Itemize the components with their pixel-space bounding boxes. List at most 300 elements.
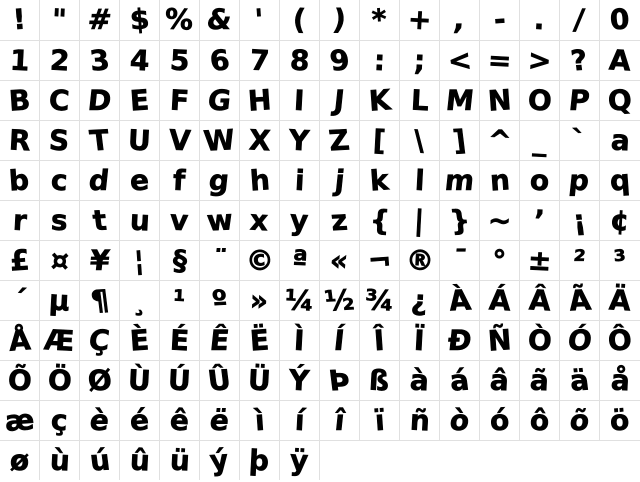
glyph-cell <box>600 321 640 360</box>
glyph-cell <box>80 241 120 280</box>
glyph: ! <box>11 2 27 37</box>
glyph-cell <box>40 441 80 480</box>
glyph: ¢ <box>609 203 631 238</box>
glyph-cell <box>160 161 200 200</box>
glyph: w <box>204 203 235 238</box>
glyph-cell <box>400 41 440 80</box>
glyph: ² <box>571 244 588 277</box>
glyph-cell <box>440 201 480 240</box>
glyph: e <box>128 163 151 198</box>
glyph-cell <box>0 121 40 160</box>
glyph-cell <box>560 161 600 200</box>
glyph-cell <box>200 81 240 120</box>
glyph-cell <box>320 81 360 120</box>
glyph-cell <box>280 401 320 440</box>
glyph-cell <box>560 0 600 40</box>
glyph-cell <box>400 241 440 280</box>
glyph: $ <box>128 2 151 37</box>
glyph-cell <box>480 41 520 80</box>
glyph: ¬ <box>366 243 393 278</box>
glyph-cell <box>0 361 40 400</box>
glyph: 9 <box>327 43 352 78</box>
glyph: ã <box>529 363 550 398</box>
glyph: ¿ <box>410 283 429 318</box>
glyph-cell <box>120 241 160 280</box>
glyph: ¾ <box>364 283 395 318</box>
glyph-cell <box>440 361 480 400</box>
glyph: ° <box>491 243 508 278</box>
glyph-cell <box>400 0 440 40</box>
glyph-cell <box>120 441 160 480</box>
glyph-cell <box>560 81 600 120</box>
glyph: Ö <box>46 363 73 398</box>
glyph: ï <box>373 403 386 438</box>
glyph: \ <box>413 123 426 158</box>
glyph-cell <box>200 401 240 440</box>
glyph: L <box>409 83 430 118</box>
glyph-cell <box>480 401 520 440</box>
glyph: ç <box>50 403 69 438</box>
glyph: A <box>608 43 632 78</box>
glyph-cell <box>360 81 400 120</box>
charmap-row <box>0 320 640 360</box>
glyph-cell <box>280 41 320 80</box>
glyph: T <box>87 123 111 158</box>
glyph: / <box>572 3 587 36</box>
glyph: D <box>86 84 113 117</box>
glyph-cell <box>280 0 320 40</box>
glyph: a <box>609 123 631 158</box>
glyph-cell <box>520 241 560 280</box>
glyph: J <box>332 84 347 117</box>
glyph: Ã <box>566 283 593 318</box>
glyph: Í <box>332 324 347 357</box>
glyph: 7 <box>248 43 271 78</box>
glyph: È <box>128 323 151 358</box>
glyph-cell <box>240 0 280 40</box>
glyph: Ù <box>127 363 152 398</box>
glyph-cell <box>80 161 120 200</box>
glyph: + <box>406 2 433 37</box>
glyph-cell <box>160 321 200 360</box>
glyph-cell <box>160 281 200 320</box>
glyph: Û <box>206 363 233 398</box>
glyph-cell <box>120 201 160 240</box>
glyph: Ê <box>208 324 231 357</box>
glyph: - <box>492 2 507 37</box>
glyph: l <box>413 163 426 198</box>
glyph: 2 <box>48 43 71 78</box>
glyph-cell <box>320 321 360 360</box>
glyph: ; <box>413 43 426 78</box>
glyph: ¸ <box>131 283 148 318</box>
glyph: p <box>567 164 592 197</box>
glyph-cell <box>200 241 240 280</box>
glyph: ß <box>368 363 391 398</box>
glyph-cell <box>40 401 80 440</box>
glyph: â <box>489 363 510 398</box>
glyph-cell <box>440 0 480 40</box>
glyph: y <box>289 203 310 238</box>
glyph: Æ <box>43 323 76 358</box>
glyph: . <box>533 2 546 37</box>
glyph: c <box>50 163 69 198</box>
glyph-cell <box>40 81 80 120</box>
glyph-cell <box>160 121 200 160</box>
glyph-cell <box>280 121 320 160</box>
glyph-cell <box>520 321 560 360</box>
glyph-cell <box>280 161 320 200</box>
glyph: ä <box>567 363 591 398</box>
glyph-cell <box>240 241 280 280</box>
glyph-cell <box>200 161 240 200</box>
glyph-cell <box>240 321 280 360</box>
glyph: F <box>169 83 190 118</box>
glyph-cell <box>600 161 640 200</box>
glyph: B <box>7 83 32 118</box>
glyph-cell <box>240 41 280 80</box>
glyph: v <box>169 203 190 238</box>
glyph-cell <box>0 41 40 80</box>
glyph: 1 <box>8 43 31 78</box>
glyph: Ï <box>413 323 426 358</box>
glyph: O <box>526 83 553 118</box>
glyph-cell <box>480 0 520 40</box>
glyph-cell <box>360 121 400 160</box>
glyph: | <box>413 203 426 238</box>
glyph-cell <box>0 201 40 240</box>
glyph: ¤ <box>49 243 70 278</box>
glyph-cell <box>360 41 400 80</box>
glyph-cell <box>160 401 200 440</box>
glyph: d <box>87 164 112 197</box>
glyph-cell <box>400 81 440 120</box>
glyph-cell <box>320 241 360 280</box>
charmap-row <box>0 120 640 160</box>
glyph-cell <box>480 241 520 280</box>
glyph: ¹ <box>172 283 187 318</box>
glyph: Á <box>487 283 512 318</box>
glyph-cell <box>120 321 160 360</box>
glyph-cell <box>120 401 160 440</box>
glyph: å <box>609 363 631 398</box>
glyph-cell <box>320 281 360 320</box>
glyph-cell <box>240 401 280 440</box>
glyph: & <box>205 3 234 36</box>
glyph-cell <box>0 0 40 40</box>
glyph: z <box>329 203 350 238</box>
glyph: , <box>452 3 467 36</box>
glyph-cell <box>400 401 440 440</box>
glyph-cell <box>600 41 640 80</box>
glyph: Õ <box>6 363 33 398</box>
glyph: ë <box>208 404 231 437</box>
glyph-cell <box>560 281 600 320</box>
glyph-cell <box>520 401 560 440</box>
glyph-cell <box>280 81 320 120</box>
glyph: 5 <box>168 43 191 78</box>
glyph: C <box>48 83 71 118</box>
glyph: < <box>445 43 474 78</box>
glyph-cell <box>360 361 400 400</box>
glyph: Þ <box>327 363 352 398</box>
glyph-cell <box>200 0 240 40</box>
glyph: P <box>567 84 592 117</box>
glyph-cell <box>40 241 80 280</box>
glyph: ( <box>292 2 307 37</box>
charmap-row <box>0 160 640 200</box>
glyph: Q <box>606 83 633 118</box>
glyph-cell <box>600 361 640 400</box>
glyph-cell <box>160 441 200 480</box>
glyph: ® <box>404 243 435 278</box>
charmap-row <box>0 240 640 280</box>
glyph: 4 <box>128 43 151 78</box>
glyph: i <box>293 163 306 198</box>
glyph-cell <box>280 241 320 280</box>
glyph-cell <box>120 121 160 160</box>
glyph: 0 <box>609 2 631 37</box>
glyph: Î <box>373 323 386 358</box>
glyph-cell <box>560 41 600 80</box>
glyph-cell <box>600 281 640 320</box>
glyph-cell <box>40 201 80 240</box>
glyph-cell <box>560 361 600 400</box>
glyph: s <box>50 203 69 238</box>
glyph-cell <box>360 0 400 40</box>
glyph-cell <box>200 201 240 240</box>
glyph: V <box>167 123 192 158</box>
glyph: o <box>529 163 551 198</box>
glyph: Ä <box>608 283 632 318</box>
glyph: [ <box>372 123 387 158</box>
glyph-cell <box>240 81 280 120</box>
glyph-cell <box>600 241 640 280</box>
glyph: º <box>209 283 230 318</box>
glyph-cell <box>360 281 400 320</box>
glyph: ø <box>9 443 31 478</box>
glyph: ± <box>526 243 553 278</box>
charmap-row <box>0 400 640 440</box>
glyph: Ñ <box>486 323 513 358</box>
glyph: m <box>443 164 476 197</box>
glyph: ~ <box>486 203 513 238</box>
glyph-cell <box>560 121 600 160</box>
glyph-cell <box>440 41 480 80</box>
glyph: ¶ <box>88 283 111 318</box>
glyph-cell <box>560 401 600 440</box>
glyph-cell <box>400 281 440 320</box>
glyph: t <box>90 203 109 238</box>
glyph-cell <box>120 161 160 200</box>
glyph-cell <box>480 321 520 360</box>
glyph-cell <box>560 321 600 360</box>
glyph-cell <box>600 201 640 240</box>
glyph-cell <box>360 321 400 360</box>
glyph-cell <box>320 0 360 40</box>
glyph: % <box>164 2 195 37</box>
glyph: Y <box>288 123 311 158</box>
glyph-cell <box>480 121 520 160</box>
glyph-cell <box>120 81 160 120</box>
glyph: ¨ <box>210 244 229 277</box>
glyph: ö <box>609 403 631 438</box>
glyph: ù <box>48 443 71 478</box>
glyph-cell <box>440 161 480 200</box>
glyph: x <box>249 203 270 238</box>
glyph: # <box>86 3 114 36</box>
glyph: ì <box>253 403 266 438</box>
glyph: Ð <box>446 324 474 357</box>
glyph-cell <box>280 441 320 480</box>
glyph: ´ <box>11 283 28 318</box>
glyph: ý <box>208 443 231 478</box>
glyph-cell <box>440 321 480 360</box>
glyph: ¦ <box>133 243 146 278</box>
glyph-cell <box>400 161 440 200</box>
glyph: ñ <box>408 403 431 438</box>
glyph-cell <box>0 321 40 360</box>
glyph-cell <box>200 361 240 400</box>
glyph: À <box>446 283 473 318</box>
glyph: ’ <box>533 203 546 238</box>
charmap-row <box>0 40 640 80</box>
glyph-cell <box>520 281 560 320</box>
glyph-cell <box>40 121 80 160</box>
glyph-cell <box>80 281 120 320</box>
glyph-cell <box>160 0 200 40</box>
glyph: W <box>201 123 237 158</box>
glyph: > <box>526 43 553 78</box>
glyph-cell <box>440 241 480 280</box>
glyph: ` <box>570 123 589 158</box>
glyph: = <box>486 43 513 78</box>
glyph-cell <box>160 41 200 80</box>
glyph-cell <box>320 401 360 440</box>
glyph-cell <box>40 41 80 80</box>
glyph: ¡ <box>571 203 588 238</box>
glyph-cell <box>520 121 560 160</box>
glyph-cell <box>0 401 40 440</box>
glyph: h <box>248 163 271 198</box>
glyph: n <box>488 163 511 198</box>
glyph-cell <box>80 401 120 440</box>
glyph: Â <box>527 283 552 318</box>
glyph-cell <box>520 0 560 40</box>
glyph-cell <box>360 241 400 280</box>
glyph-cell <box>320 121 360 160</box>
glyph-cell <box>360 401 400 440</box>
glyph: ò <box>448 404 471 437</box>
glyph: _ <box>531 123 548 158</box>
glyph: ? <box>569 43 590 78</box>
glyph: f <box>172 163 187 198</box>
glyph-cell <box>80 41 120 80</box>
glyph-cell <box>600 81 640 120</box>
glyph-cell <box>240 201 280 240</box>
glyph-cell <box>240 281 280 320</box>
glyph-cell <box>0 281 40 320</box>
glyph: H <box>246 83 273 118</box>
glyph-cell <box>400 361 440 400</box>
glyph-cell <box>600 121 640 160</box>
glyph-cell <box>160 361 200 400</box>
glyph-cell <box>120 281 160 320</box>
glyph: " <box>51 2 68 37</box>
glyph: ³ <box>612 243 628 278</box>
glyph: { <box>368 203 391 238</box>
glyph-cell <box>200 321 240 360</box>
glyph-cell <box>280 201 320 240</box>
charmap-row <box>0 200 640 240</box>
glyph-cell <box>160 81 200 120</box>
glyph-cell <box>480 281 520 320</box>
glyph: g <box>207 164 232 197</box>
glyph: Ò <box>526 323 553 358</box>
glyph: è <box>88 404 111 437</box>
glyph: k <box>369 163 390 198</box>
glyph: ^ <box>486 123 513 158</box>
glyph-cell <box>360 201 400 240</box>
glyph: Ý <box>288 363 311 398</box>
glyph-cell <box>480 81 520 120</box>
glyph-cell <box>240 161 280 200</box>
glyph: j <box>333 164 347 197</box>
glyph-cell <box>440 121 480 160</box>
glyph: ÿ <box>289 443 310 478</box>
glyph-cell <box>400 121 440 160</box>
charmap-row <box>0 0 640 40</box>
glyph: à <box>409 363 430 398</box>
glyph-cell <box>280 281 320 320</box>
glyph-cell <box>40 361 80 400</box>
glyph-cell <box>0 441 40 480</box>
glyph-cell <box>520 201 560 240</box>
glyph: X <box>247 123 272 158</box>
glyph-cell <box>40 0 80 40</box>
glyph-cell <box>400 201 440 240</box>
glyph: Ô <box>606 323 633 358</box>
glyph-cell <box>120 361 160 400</box>
glyph: « <box>328 244 351 277</box>
glyph-cell <box>280 321 320 360</box>
glyph: N <box>486 83 513 118</box>
glyph: û <box>128 443 151 478</box>
glyph: M <box>443 84 476 117</box>
glyph-cell <box>320 41 360 80</box>
glyph: ô <box>529 403 551 438</box>
glyph: ó <box>488 403 511 438</box>
glyph-cell <box>40 161 80 200</box>
glyph-cell <box>80 441 120 480</box>
glyph: ) <box>331 3 348 36</box>
glyph: ª <box>290 243 309 278</box>
glyph: ] <box>451 123 468 158</box>
glyph-cell <box>40 281 80 320</box>
glyph: Ú <box>167 363 192 398</box>
glyph: » <box>249 283 270 318</box>
glyph-cell <box>80 321 120 360</box>
glyph-cell <box>520 161 560 200</box>
glyph: © <box>244 243 275 278</box>
glyph-cell <box>80 81 120 120</box>
glyph-cell <box>120 0 160 40</box>
glyph: U <box>127 123 152 158</box>
glyph: r <box>11 203 28 238</box>
glyph: Ó <box>565 324 594 357</box>
glyph-cell <box>400 321 440 360</box>
glyph: ¼ <box>284 283 315 318</box>
